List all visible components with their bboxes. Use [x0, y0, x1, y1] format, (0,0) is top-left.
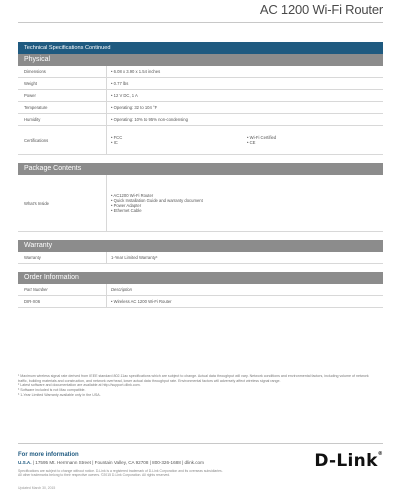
footnote: ³ Software included is not Mac compatible. [18, 388, 86, 393]
cert-item: • FCC [111, 135, 123, 140]
row-label: Weight [18, 78, 107, 89]
part-description: • Wireless AC 1200 Wi-Fi Router [111, 299, 172, 304]
package-list [107, 175, 383, 231]
list-item: • Quick Installation Guide and warranty document [111, 198, 203, 203]
footnote: ³ 1-Year Limited Warranty available only in the USA. [18, 392, 101, 397]
row-label: What's Inside [18, 175, 107, 231]
row-value: • 0.77 lbs [111, 81, 129, 86]
row-value: • 12 V DC, 1 A [111, 93, 138, 98]
more-info-heading: For more information [18, 452, 79, 458]
row-label: Dimensions [18, 66, 107, 77]
address-line [18, 460, 204, 465]
footnote: ¹ Maximum wireless signal rate derived from IEEE standard 802.11ac specifications which are subject to change. Actual data throughput will vary. Network conditions and environmental factors, including volume of network [18, 374, 369, 378]
page-title: AC 1200 Wi-Fi Router [259, 2, 383, 17]
updated-date: Updated March 30, 2015 [18, 486, 56, 490]
address-country: U.S.A. [18, 460, 32, 465]
table-row [18, 66, 383, 78]
column-header-description: Description [111, 287, 132, 292]
table-row [18, 90, 383, 102]
column-header-part-number: Part Number [18, 284, 107, 295]
list-item: • Power Adapter [111, 203, 142, 208]
row-value [107, 126, 383, 154]
table-row [18, 114, 383, 126]
row-label: Temperature [18, 102, 107, 113]
footnote: traffic, building materials and construction, and network overhead, lower actual data throughput rate. Environmental factors will adversely affect wireless signal range. [18, 378, 281, 383]
table-title: Technical Specifications Continued [18, 42, 383, 54]
list-item: • AC1200 Wi-Fi Router [111, 193, 154, 198]
registered-mark-icon: ® [377, 451, 383, 457]
dlink-logo [314, 451, 383, 471]
legal-line: All other trademarks belong to their respective owners. ©2015 D-Link Corporation. All rights reserved. [18, 473, 171, 478]
row-label: Humidity [18, 114, 107, 125]
table-row [18, 175, 383, 232]
top-divider [18, 22, 383, 23]
row-value: • 6.08 x 3.90 x 1.54 inches [111, 69, 161, 74]
section-order-information: Order Information [18, 272, 383, 284]
legal-line: Specifications are subject to change without notice. D-Link is a registered trademark of D-Link Corporation and its overseas subsidiaries. [18, 469, 223, 473]
cert-item: • IC [111, 140, 118, 145]
table-header-row [18, 284, 383, 296]
spec-table [18, 42, 383, 308]
row-value: 1-Year Limited Warranty³ [111, 255, 158, 260]
table-row-certifications [18, 126, 383, 155]
footnote: ² Latest software and documentation are available at http://support.dlink.com. [18, 383, 141, 388]
cert-item: • CE [247, 140, 256, 145]
row-value: • Operating: 32 to 104 °F [111, 105, 158, 110]
cert-item: • Wi-Fi Certified [247, 135, 277, 140]
row-label: Certifications [18, 126, 107, 154]
table-row [18, 102, 383, 114]
section-warranty: Warranty [18, 240, 383, 252]
table-row [18, 78, 383, 90]
list-item: • Ethernet Cable [111, 208, 142, 213]
part-number: DIR-X06 [18, 296, 107, 307]
row-value: • Operating: 10% to 95% non-condensing [111, 117, 188, 122]
row-label: Warranty [18, 252, 107, 263]
cert-col-2 [247, 126, 383, 154]
logo-text: D-Link [314, 451, 378, 471]
footnotes [18, 374, 383, 398]
cert-col-1 [111, 126, 247, 154]
bottom-divider [18, 443, 383, 444]
table-row [18, 296, 383, 308]
row-label: Power [18, 90, 107, 101]
section-package-contents: Package Contents [18, 163, 383, 175]
section-physical: Physical [18, 54, 383, 66]
address-text: | 17595 Mt. Herrmann Street | Fountain Valley, CA 92708 | 800-326-1688 | dlink.com [31, 460, 204, 465]
table-row [18, 252, 383, 264]
legal-text [18, 469, 223, 477]
